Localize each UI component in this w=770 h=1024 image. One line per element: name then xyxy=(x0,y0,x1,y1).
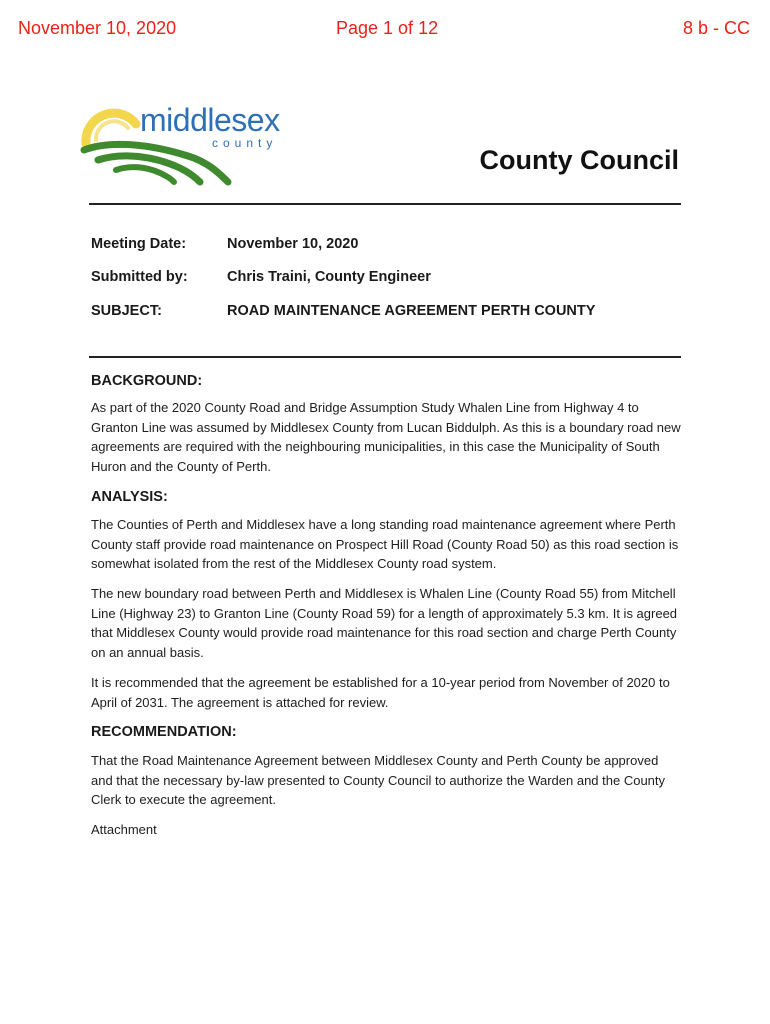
recommendation-heading: RECOMMENDATION: xyxy=(91,724,237,740)
submitted-by-label: Submitted by: xyxy=(91,269,188,285)
analysis-paragraph-1: The Counties of Perth and Middlesex have a long standing road maintenance agreement where Perth County staff provide road maintenance on Prospect Hill Road (County Road 50) as this road section is somewhat isolated from the rest of the Middlesex County road system. xyxy=(91,517,679,571)
attachment-note: Attachment xyxy=(91,822,157,837)
recommendation-paragraph: That the Road Maintenance Agreement between Middlesex County and Perth County be approved and that the necessary by-law presented to County Council to authorize the Warden and the County Clerk to execute the agreement. xyxy=(91,753,666,807)
meeting-date-label: Meeting Date: xyxy=(91,236,187,252)
page-title: County Council xyxy=(479,145,679,175)
subject-label: SUBJECT: xyxy=(91,303,162,319)
logo-subtitle: county xyxy=(212,136,278,150)
subject-value: ROAD MAINTENANCE AGREEMENT PERTH COUNTY xyxy=(227,303,596,319)
analysis-paragraph-2: The new boundary road between Perth and Middlesex is Whalen Line (County Road 55) from Mitchell Line (Highway 23) to Granton Line (County Road 59) for a length of approximately 5.3 km. It is agreed that Middlesex County would provide road maintenance for this road section and charge Perth County on an annual basis. xyxy=(91,586,678,660)
meeting-date-value: November 10, 2020 xyxy=(227,236,359,252)
analysis-heading: ANALYSIS: xyxy=(91,489,168,505)
background-paragraph: As part of the 2020 County Road and Bridge Assumption Study Whalen Line from Highway 4 to Granton Line was assumed by Middlesex County from Lucan Biddulph. As this is a boundary road new agreements are required with the neighbouring municipalities, in this case the Municipality of South Huron and the County of Perth. xyxy=(91,400,681,474)
logo-wordmark: middlesex xyxy=(140,102,280,138)
analysis-paragraph-3: It is recommended that the agreement be established for a 10-year period from November of 2020 to April of 2031. The agreement is attached for review. xyxy=(91,675,670,710)
header-date: November 10, 2020 xyxy=(18,18,177,38)
submitted-by-value: Chris Traini, County Engineer xyxy=(227,269,431,285)
header-agenda-code: 8 b - CC xyxy=(682,18,750,38)
divider-bottom xyxy=(89,356,681,358)
divider-top xyxy=(89,203,681,205)
header-page-number: Page 1 of 12 xyxy=(336,18,439,38)
middlesex-county-logo xyxy=(80,104,300,186)
background-heading: BACKGROUND: xyxy=(91,373,203,389)
